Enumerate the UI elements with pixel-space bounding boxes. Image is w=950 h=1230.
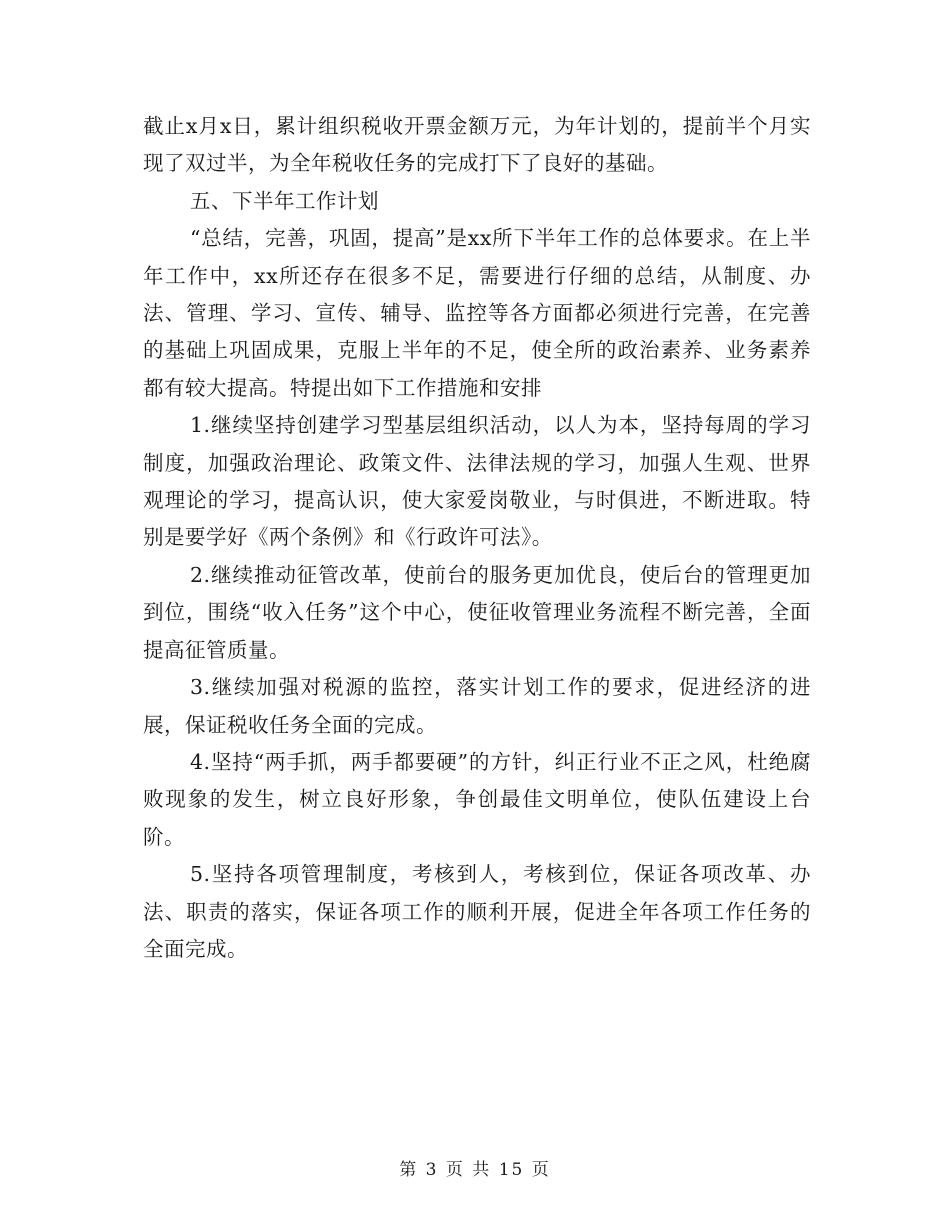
section-heading-plan: 五、下半年工作计划 (190, 188, 379, 213)
paragraph-summary: 截止x月x日，累计组织税收开票金额万元，为年计划的，提前半个月实现了双过半，为全年税收任务的完成打下了良好的基础。 (143, 114, 811, 176)
paragraph-item-4: 4.坚持“两手抓，两手都要硬”的方针，纠正行业不正之风，杜绝腐败现象的发生，树立良好形象，争创最佳文明单位，使队伍建设上台阶。 (143, 749, 811, 849)
paragraph-item-1: 1.继续坚持创建学习型基层组织活动，以人为本，坚持每周的学习制度，加强政治理论、政策文件、法律法规的学习，加强人生观、世界观理论的学习，提高认识，使大家爱岗敬业，与时俱进，不断进取。特别是要学好《两个条例》和《行政许可法》。 (143, 413, 811, 550)
document-body (143, 108, 811, 968)
page-number-footer: 第 3 页 共 15 页 (399, 1160, 551, 1180)
paragraph-item-2: 2.继续推动征管改革，使前台的服务更加优良，使后台的管理更加到位，围绕“收入任务”这个中心，使征收管理业务流程不断完善，全面提高征管质量。 (143, 562, 811, 662)
paragraph-requirements: “总结，完善，巩固，提高”是xx所下半年工作的总体要求。在上半年工作中，xx所还存在很多不足，需要进行仔细的总结，从制度、办法、管理、学习、宣传、辅导、监控等各方面都必须进行完善，在完善的基础上巩固成果，克服上半年的不足，使全所的政治素养、业务素养都有较大提高。特提出如下工作措施和安排 (143, 226, 811, 400)
paragraph-item-5: 5.坚持各项管理制度，考核到人，考核到位，保证各项改革、办法、职责的落实，保证各项工作的顺利开展，促进全年各项工作任务的全面完成。 (143, 862, 811, 961)
paragraph-item-3: 3.继续加强对税源的监控，落实计划工作的要求，促进经济的进展，保证税收任务全面的完成。 (143, 675, 811, 737)
